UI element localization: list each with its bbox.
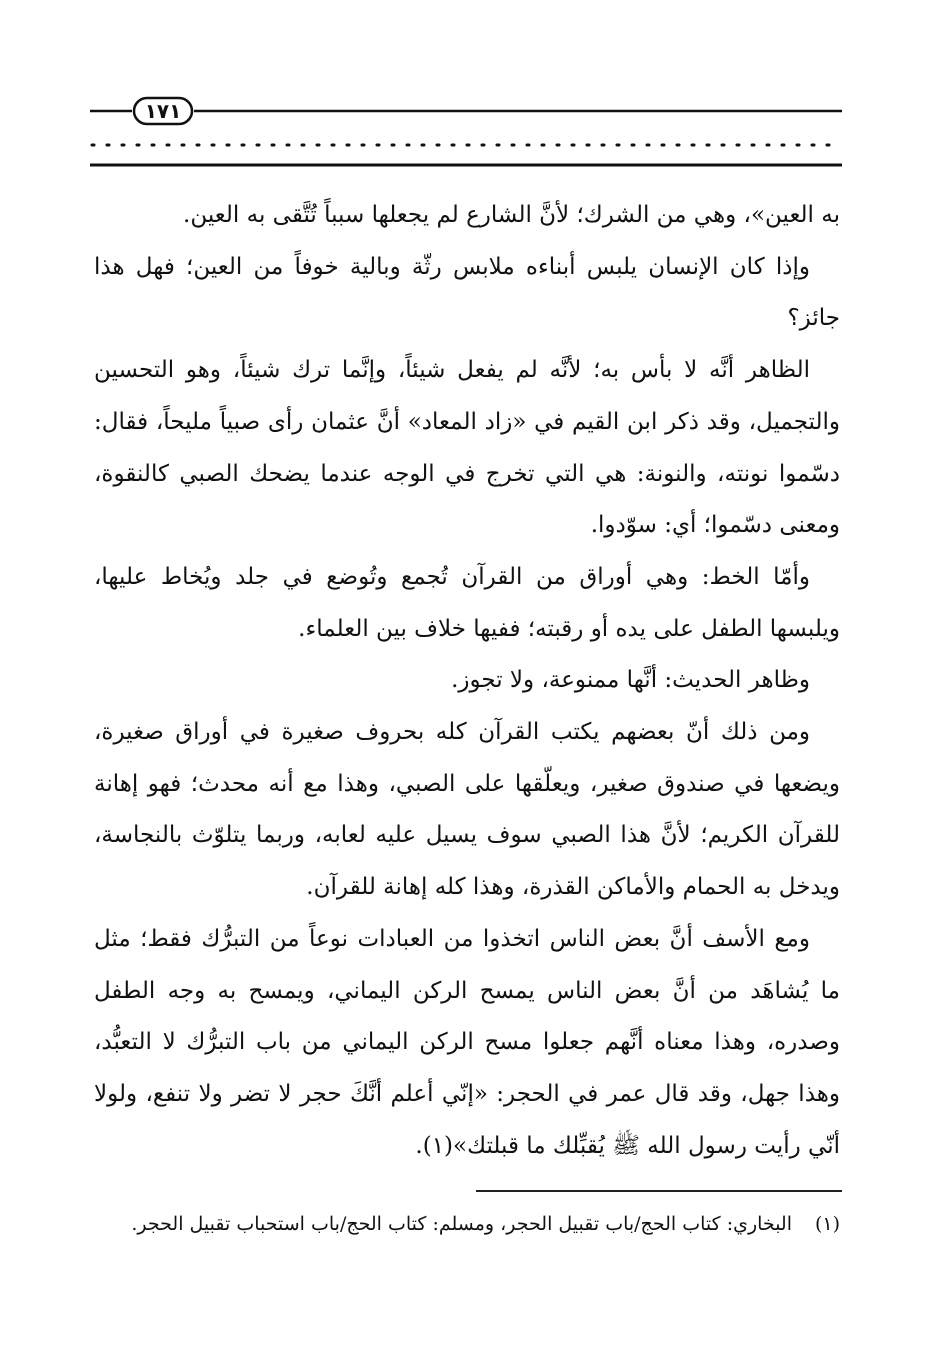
page-number: ١٧١ — [144, 99, 182, 123]
footnote-number: (١) — [814, 1213, 840, 1235]
footnote-separator — [476, 1190, 842, 1192]
paragraph: وأمّا الخط: وهي أوراق من القرآن تُجمع وتُوضع في جلد ويُخاط عليها، ويلبسها الطفل على يده أو رقبته؛ ففيها خلاف بين العلماء. — [94, 563, 840, 642]
paragraph: وظاهر الحديث: أنَّها ممنوعة، ولا تجوز. — [451, 667, 810, 694]
paragraph: ومع الأسف أنَّ بعض الناس اتخذوا من العبادات نوعاً من التبرُّك فقط؛ مثل ما يُشاهَد من أنَّ بعض الناس يمسح الركن اليماني، ويمسح به وجه الطفل وصدره، وهذا معناه أنَّهم جعلوا مسح الركن اليماني من باب التبرُّك لا التعبُّد، وهذا جهل، وقد قال عمر في الحجر: «إنّي أعلم أنَّكَ حجر لا تضر ولا تنفع، ولولا أنّي رأيت رسول الله ﷺ يُقبِّلك ما قبلتك»(١). — [94, 925, 840, 1159]
footnote-text: البخاري: كتاب الحج/باب تقبيل الحجر، ومسلم: كتاب الحج/باب استحباب تقبيل الحجر. — [131, 1213, 792, 1235]
body-text — [94, 190, 840, 1172]
paragraph: الظاهر أنَّه لا بأس به؛ لأنَّه لم يفعل شيئاً، وإنَّما ترك شيئاً، وهو التحسين والتجميل، وقد ذكر ابن القيم في «زاد المعاد» أنَّ عثمان رأى صبياً مليحاً، فقال: دسّموا نونته، والنونة: هي التي تخرج في الوجه عندما يضحك الصبي كالنقوة، ومعنى دسّموا؛ أي: سوّدوا. — [94, 357, 840, 539]
paragraph: ومن ذلك أنّ بعضهم يكتب القرآن كله بحروف صغيرة في أوراق صغيرة، ويضعها في صندوق صغير، ويعلّقها على الصبي، وهذا مع أنه محدث؛ فهو إهانة للقرآن الكريم؛ لأنَّ هذا الصبي سوف يسيل عليه لعابه، وربما يتلوّث بالنجاسة، ويدخل به الحمام والأماكن القذرة، وهذا كله إهانة للقرآن. — [94, 719, 840, 901]
page-header-ornament — [0, 0, 939, 170]
paragraph: وإذا كان الإنسان يلبس أبناءه ملابس رثّة وبالية خوفاً من العين؛ فهل هذا جائز؟ — [94, 253, 840, 332]
paragraph: به العين»، وهي من الشرك؛ لأنَّ الشارع لم يجعلها سبباً تُتَّقى به العين. — [183, 202, 840, 228]
footnote — [94, 1205, 840, 1243]
footnotes — [94, 1205, 840, 1243]
